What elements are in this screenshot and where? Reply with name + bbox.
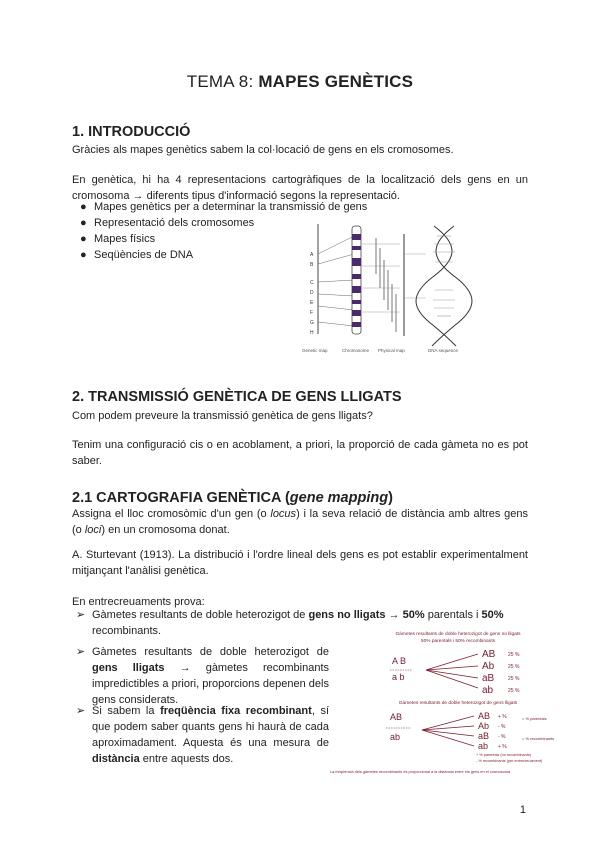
parent-genotype: AB [390,712,403,722]
subsection-heading-cartografia: 2.1 CARTOGRAFIA GENÈTICA (gene mapping) [72,490,393,506]
gamete: ab [482,685,494,696]
paragraph: Gràcies als mapes genètics sabem la col·locació de gens en els cromosomes. [72,144,454,156]
caption-genetic-map: Genetic map [302,348,328,353]
list-item: ● Mapes físics [80,233,156,245]
gamete: AB [478,711,491,721]
gamete-percent: 25 % [508,688,520,694]
gamete: aB [482,673,495,684]
gamete: Ab [482,661,495,672]
caption-chromosome: Chromosome [342,348,370,353]
paragraph: Assigna el lloc cromosòmic d'un gen (o locus) i la seva relació de distància amb altres gens (o loci) en un cromosoma donat. [72,508,528,536]
gametes-diagram [330,628,582,778]
section-heading-transmissio: 2. TRANSMISSIÓ GENÈTICA DE GENS LLIGATS [72,389,402,405]
gamete-mark: - % [498,724,506,730]
paragraph: En entrecreuaments prova: [72,596,205,608]
fig2-foot: + % parentals (no recombinants) [476,753,531,757]
parent-genotype: A B [392,656,407,666]
paragraph: A. Sturtevant (1913). La distribució i l'ordre lineal dels gens es pot establir experimentalment mitjançant l'anàlisi genètica. [72,549,528,577]
gamete: AB [482,649,496,660]
caption-physical-map: Physical map [378,348,405,353]
list-item: ● Seqüències de DNA [80,249,194,261]
fig2-bottom: La freqüència dels gàmetes recombinants és proporcional a la distància entre els gens en el cromosoma [330,769,511,774]
gamete-mark: + % [498,744,507,750]
caption-dna-sequence: DNA sequence [428,348,459,353]
fig2-title-line2: 50% parentals i 50% recombinants [420,639,496,644]
gene-label: F [310,310,314,316]
page-title: TEMA 8: MAPES GENÈTICS [186,72,414,91]
paragraph: Com podem preveure la transmissió genètica de gens lligats? [72,410,373,422]
gamete-mark: + % [498,714,507,720]
gene-label: E [310,300,314,306]
gene-label: H [310,330,314,336]
gamete: aB [478,731,490,741]
gene-label: C [310,280,314,286]
list-item: ● Representació dels cromosomes [80,217,255,229]
gene-label: D [310,290,314,296]
gene-label: B [310,262,314,268]
paragraph: Tenim una configuració cis o en acoblament, a priori, la proporció de cada gàmeta no es pot saber. [72,439,528,467]
fig2-note: = % parentals [522,716,547,721]
section-heading-introduccio: 1. INTRODUCCIÓ [72,124,191,140]
gamete: ab [478,741,489,751]
gamete-percent: 25 % [508,664,520,670]
arrow-item: ➢ Si sabem la freqüència fixa recombinant, sí que podem saber quants gens hi haurà de cada aproximadament. Aquesta és una mesura de distància entre aquests dos. [76,705,329,765]
gamete-percent: 25 % [508,676,520,682]
fig2-note: = % recombinants [522,736,555,741]
gamete-mark: - % [498,734,506,740]
parent-genotype: ab [390,732,401,742]
parent-genotype: a b [392,672,405,682]
fig2-title-line1: Gàmetes resultants de doble heterozigot de gens no lligats [395,632,521,637]
arrow-item: ➢ Gàmetes resultants de doble heterozigot de gens no lligats → 50% parentals i 50% recombinants. [76,609,504,637]
gene-label: A [310,252,314,258]
paragraph: En genètica, hi ha 4 representacions cartogràfiques de la localització dels gens en un cromosoma → diferents tipus d'informació segons la representació. [72,174,528,202]
fig2-foot: - % recombinants (per entrecreuament) [476,759,543,763]
map-representations-figure [296,214,480,358]
gene-label: G [310,320,314,326]
list-item: ● Mapes genètics per a determinar la transmissió de gens [80,201,368,213]
page-number: 1 [519,804,526,816]
gamete-percent: 25 % [508,652,520,658]
fig2-subtitle: Gàmetes resultants de doble heterozigot de gens lligats [398,701,518,706]
arrow-item: ➢ Gàmetes resultants de doble heterozigot de gens lligats → gàmetes recombinants impredictibles a priori, proporcions depenen dels gens considerats. [76,646,329,706]
gamete: Ab [478,721,490,731]
